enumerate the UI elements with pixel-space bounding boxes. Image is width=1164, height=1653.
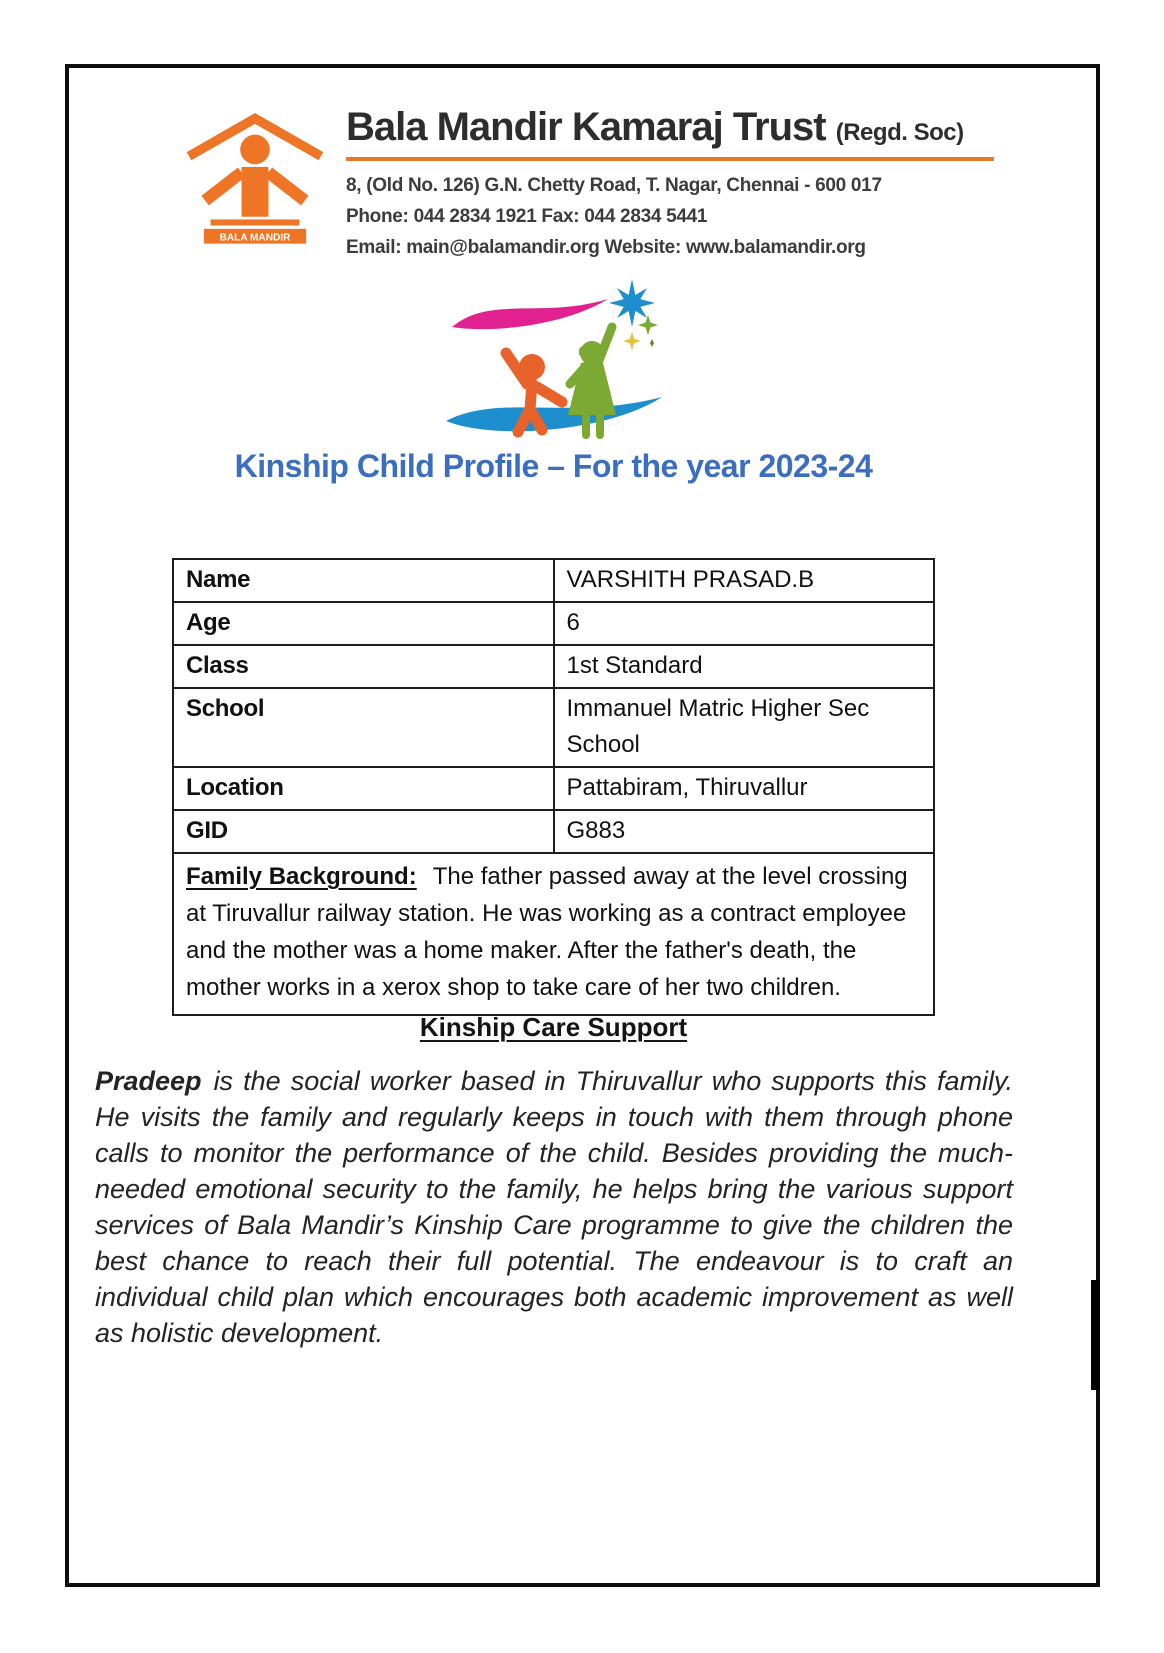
row-value: Immanuel Matric Higher Sec School (554, 688, 935, 767)
row-label: School (173, 688, 554, 767)
org-suffix-text: (Regd. Soc) (835, 119, 964, 146)
scan-artifact-mark (1091, 1280, 1100, 1390)
logo-caption-text: BALA MANDIR (219, 232, 291, 244)
bala-mandir-logo-icon (180, 105, 330, 245)
organization-name (346, 105, 1001, 150)
row-value: VARSHITH PRASAD.B (554, 559, 935, 602)
family-background-text: The father passed away at the level crossing at Tiruvallur railway station. He was working as a contract employee and the mother was a home maker. After the father's death, the mother works in a xerox shop to take care of her two children. (186, 863, 908, 1001)
orange-divider (346, 157, 994, 161)
pink-swoosh (452, 299, 608, 329)
table-row-age (173, 602, 934, 645)
family-background-label: Family Background: (186, 863, 417, 890)
support-heading-text: Kinship Care Support (419, 1012, 688, 1042)
child-profile-table (172, 558, 935, 1016)
row-label: Name (173, 559, 554, 602)
phone-fax-line: Phone: 044 2834 1921 Fax: 044 2834 5441 (346, 206, 708, 227)
org-name-text: Bala Mandir Kamaraj Trust (346, 105, 826, 149)
family-background-cell (173, 853, 934, 1015)
row-value: 6 (554, 602, 935, 645)
row-value: 1st Standard (554, 645, 935, 688)
address-line: 8, (Old No. 126) G.N. Chetty Road, T. Nagar, Chennai - 600 017 (346, 175, 882, 196)
table-row-gid (173, 810, 934, 853)
support-paragraph (95, 1063, 1013, 1351)
letterhead (180, 105, 1001, 263)
sparkle-stars (609, 279, 658, 350)
children-reaching-stars-logo-icon (440, 262, 668, 450)
row-label: Location (173, 767, 554, 810)
row-value: G883 (554, 810, 935, 853)
table-row-location (173, 767, 934, 810)
document-page (65, 64, 1100, 1587)
row-value: Pattabiram, Thiruvallur (554, 767, 935, 810)
row-label: GID (173, 810, 554, 853)
social-worker-name: Pradeep (95, 1066, 202, 1096)
letterhead-text (346, 105, 1001, 263)
support-section-heading (95, 1012, 1012, 1043)
row-label: Age (173, 602, 554, 645)
table-row-class (173, 645, 934, 688)
row-label: Class (173, 645, 554, 688)
table-row-school (173, 688, 934, 767)
page-title: Kinship Child Profile – For the year 2023-24 (234, 448, 873, 484)
email-website-line: Email: main@balamandir.org Website: www.balamandir.org (346, 237, 866, 258)
table-row-family-background (173, 853, 934, 1015)
support-body-text: is the social worker based in Thiruvallur who supports this family. He visits the family and regularly keeps in touch with them through phone calls to monitor the performance of the child. Besides providing the much-needed emotional security to the family, he helps bring the various support services of Bala Mandir’s Kinship Care programme to give the children the best chance to reach their full potential. The endeavour is to craft an individual child plan which encourages both academic improvement as well as holistic development. (95, 1066, 1013, 1348)
table-row-name (173, 559, 934, 602)
